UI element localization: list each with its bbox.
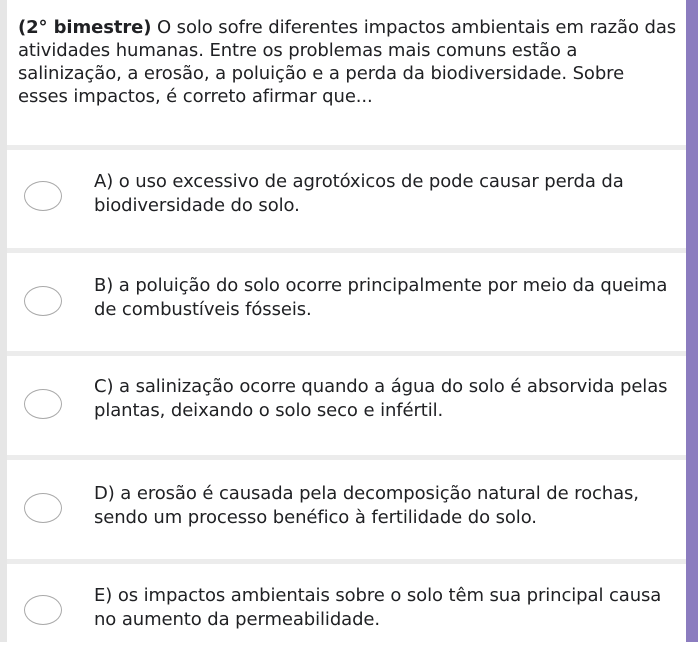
right-accent-bar [686, 0, 698, 642]
option-label: E) os impactos ambientais sobre o solo têm sua principal causa no aumento da permeabilidade. [94, 585, 662, 630]
question-text [18, 16, 678, 108]
option-a[interactable] [7, 150, 686, 248]
question-card [7, 0, 686, 642]
radio-circle-icon[interactable] [24, 286, 62, 316]
left-edge-strip [0, 0, 7, 642]
option-d[interactable] [7, 460, 686, 558]
radio-circle-icon[interactable] [24, 595, 62, 625]
option-e[interactable] [7, 564, 686, 662]
option-label: B) a poluição do solo ocorre principalmente por meio da queima de combustíveis fósseis. [94, 275, 668, 320]
radio-circle-icon[interactable] [24, 181, 62, 211]
radio-circle-icon[interactable] [24, 493, 62, 523]
option-label: D) a erosão é causada pela decomposição natural de rochas, sendo um processo benéfico à fertilidade do solo. [94, 483, 639, 528]
question-prefix: (2° bimestre) [18, 17, 152, 38]
question-body: O solo sofre diferentes impactos ambientais em razão das atividades humanas. Entre os problemas mais comuns estão a salinização, a erosão, a poluição e a perda da biodiversidade. Sobre esses impactos, é correto afirmar que... [18, 17, 677, 107]
option-label: C) a salinização ocorre quando a água do solo é absorvida pelas plantas, deixando o solo seco e infértil. [94, 376, 668, 421]
option-c[interactable] [7, 356, 686, 454]
radio-circle-icon[interactable] [24, 389, 62, 419]
option-label: A) o uso excessivo de agrotóxicos de pode causar perda da biodiversidade do solo. [94, 171, 624, 216]
option-b[interactable] [7, 253, 686, 351]
